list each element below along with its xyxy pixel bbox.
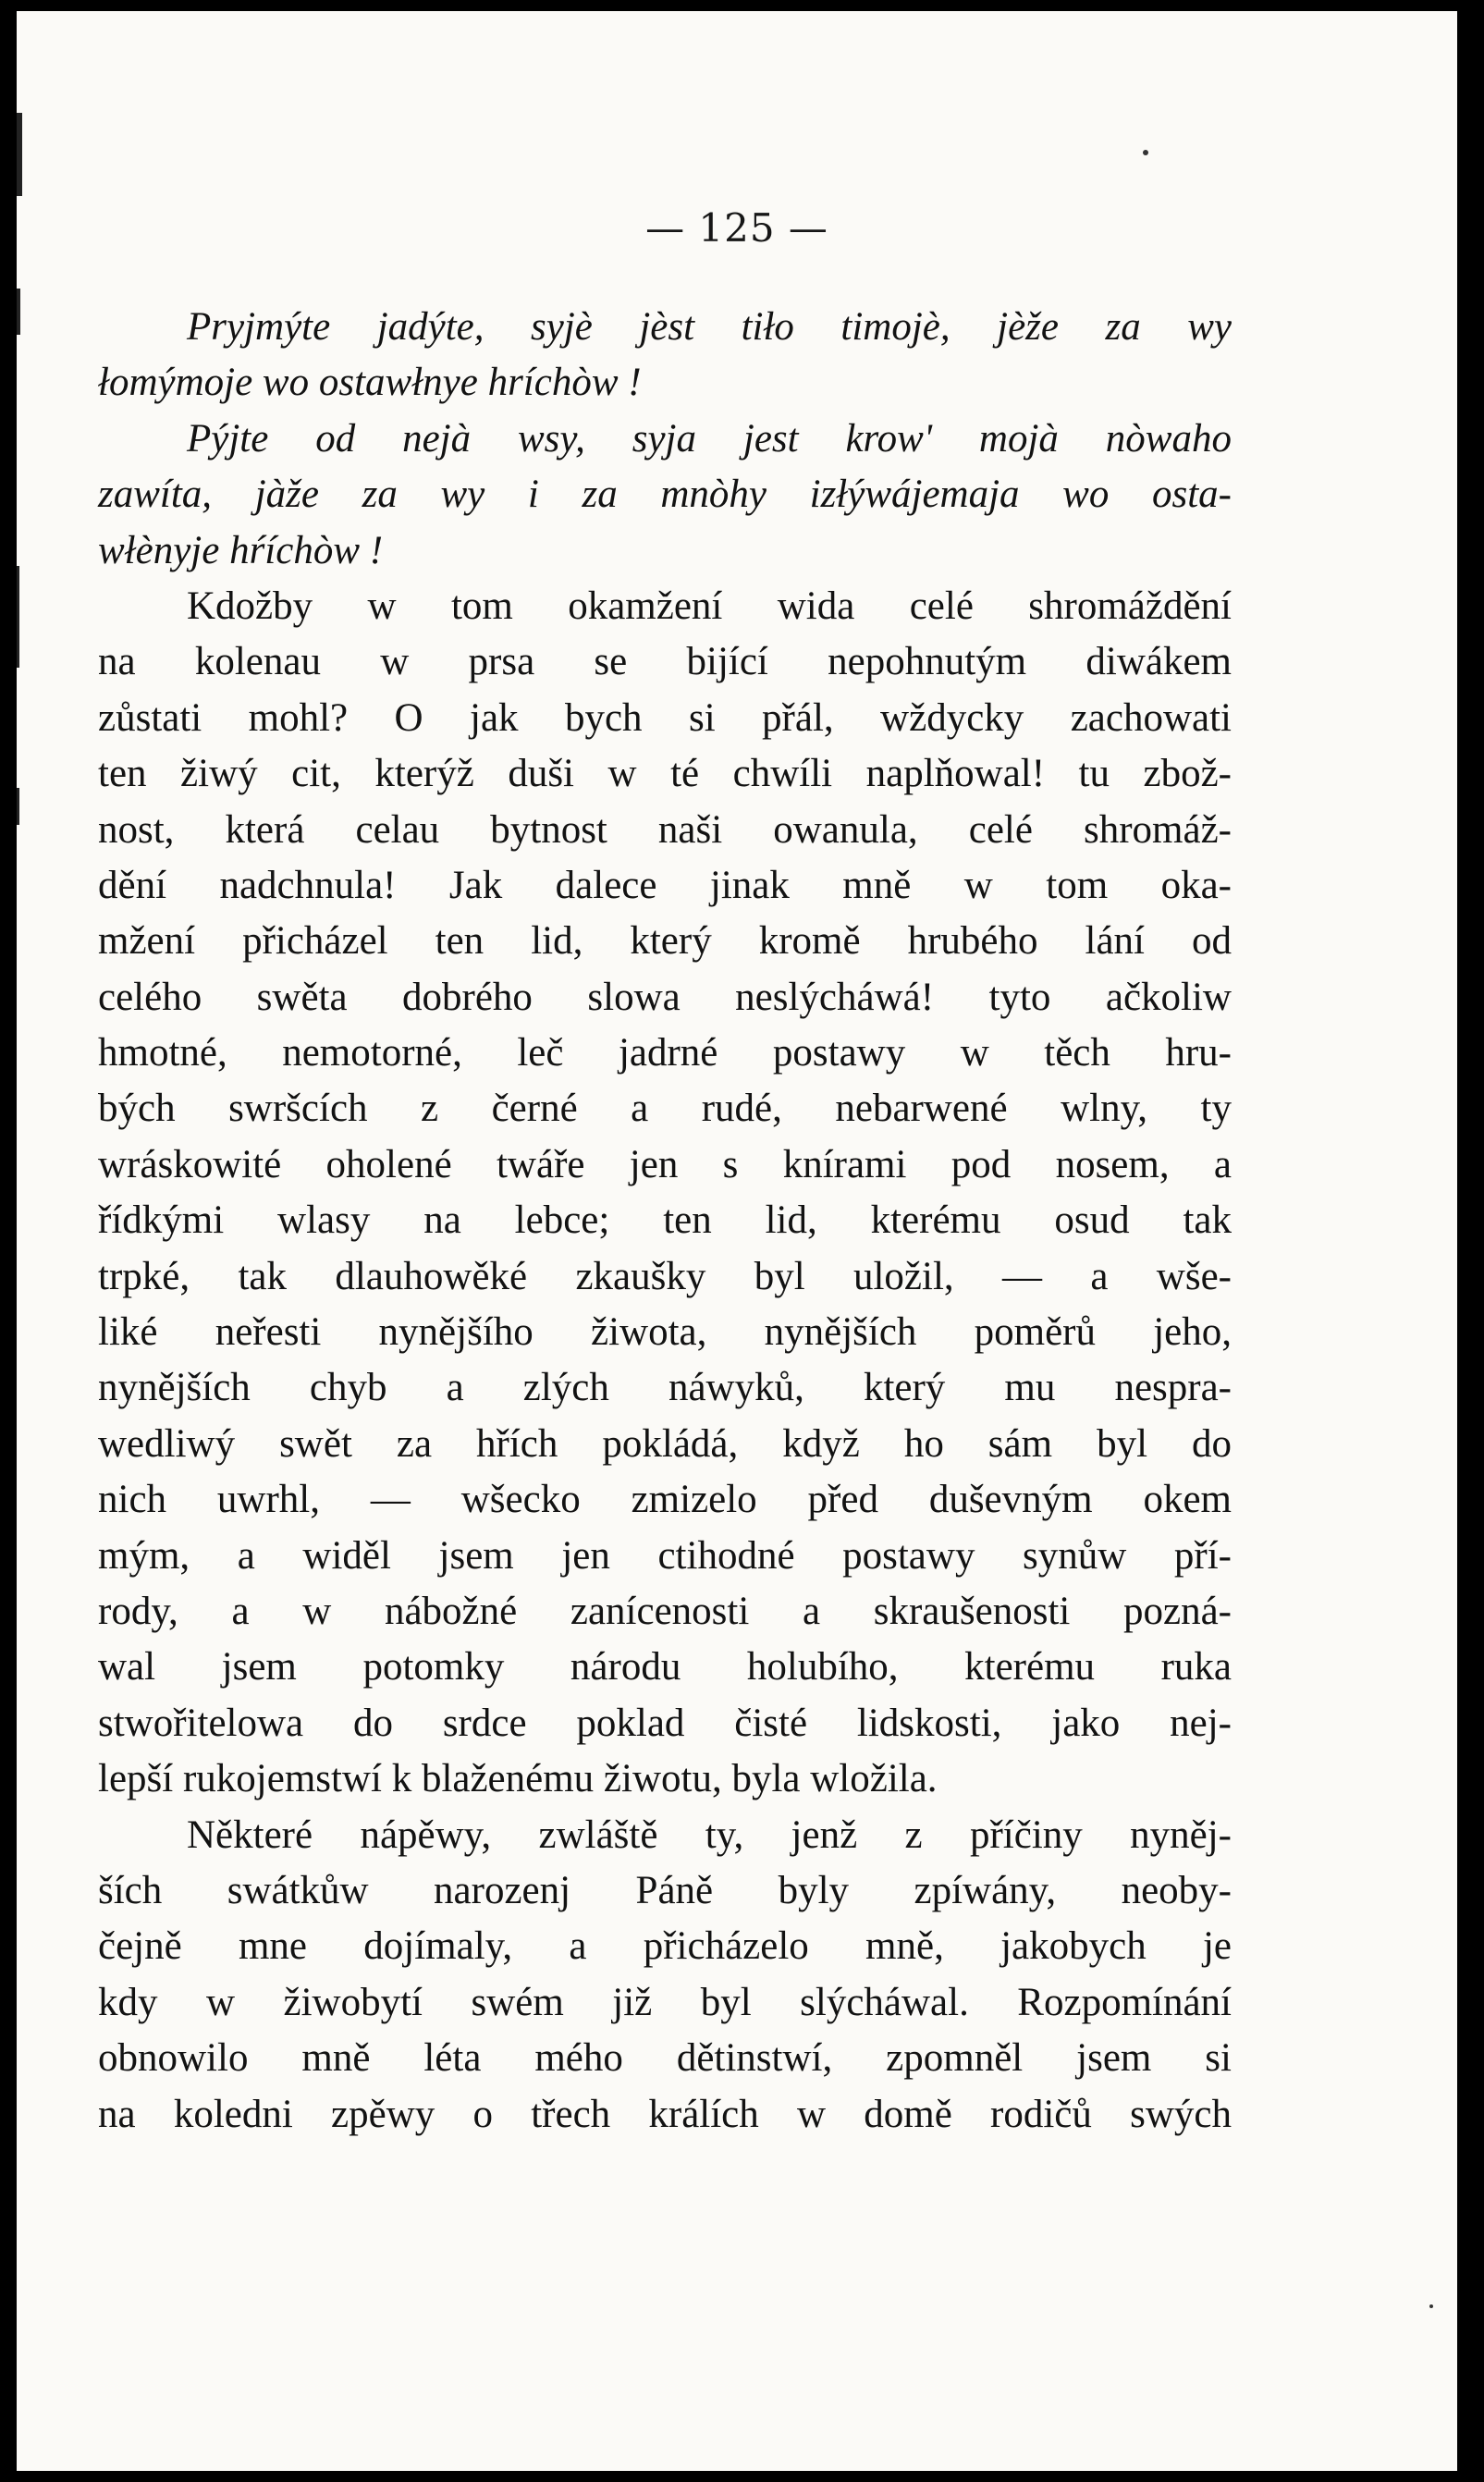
text-line: ten žiwý cit, kterýž duši w té chwíli naplňowal! tu zbož-: [98, 752, 1232, 796]
text-line: mým, a widěl jsem jen ctihodné postawy synůw pří-: [98, 1533, 1232, 1578]
binding-shadow: [17, 566, 19, 668]
verse-line: Pýjte od nejà wsy, syja jest krow' mojà nòwaho: [187, 416, 1232, 461]
text-line: trpké, tak dlauhowěké zkaušky byl uložil, — a wše-: [98, 1254, 1232, 1298]
text-line: celého swěta dobrého slowa neslýcháwá! tyto ačkoliw: [98, 975, 1232, 1019]
text-line: hmotné, nemotorné, leč jadrné postawy w těch hru-: [98, 1031, 1232, 1075]
text-line: čejně mne dojímaly, a přicházelo mně, jakobych je: [98, 1924, 1232, 1969]
text-line: ších swátkůw narozenj Páně byly zpíwány, neoby-: [98, 1868, 1232, 1912]
binding-shadow: [17, 113, 22, 196]
verse-line: włènyje hŕíchòw !: [98, 528, 384, 572]
text-line: na kolenau w prsa se bijící nepohnutým diwákem: [98, 640, 1232, 684]
text-line: Kdožby w tom okamžení wida celé shromáždění: [187, 584, 1232, 628]
text-line: zůstati mohl? O jak bych si přál, wždycky zachowati: [98, 695, 1232, 740]
ink-speck: [1429, 2304, 1433, 2308]
text-line: wedliwý swět za hřích pokládá, když ho sám byl do: [98, 1421, 1232, 1466]
text-line: nynějších chyb a zlých náwyků, který mu nespra-: [98, 1366, 1232, 1410]
text-line: mžení přicházel ten lid, který kromě hrubého lání od: [98, 919, 1232, 964]
text-line: řídkými wlasy na lebce; ten lid, kterému osud tak: [98, 1198, 1232, 1243]
text-line: stwořitelowa do srdce poklad čisté lidskosti, jako nej-: [98, 1701, 1232, 1745]
verse-line: Pryjmýte jadýte, syjè jèst tiło timojè, jèže za wy: [187, 305, 1232, 349]
page-number: — 125 —: [645, 205, 828, 251]
binding-shadow: [17, 788, 19, 825]
text-line: lepší rukojemstwí k blaženému žiwotu, byla wložila.: [98, 1757, 938, 1801]
text-line: wráskowité oholené twáře jen s knírami pod nosem, a: [98, 1142, 1232, 1186]
book-page: [17, 11, 1457, 2471]
text-line: rody, a w nábožné zanícenosti a skraušenosti pozná-: [98, 1589, 1232, 1633]
text-line: kdy w žiwobytí swém již byl slýcháwal. Rozpomínání: [98, 1980, 1232, 2024]
ink-speck: [1143, 150, 1148, 155]
text-line: liké neřesti nynějšího žiwota, nynějších poměrů jeho,: [98, 1310, 1232, 1355]
body-text: [98, 300, 1232, 2143]
text-line: obnowilo mně léta mého dětinstwí, zpomněl jsem si: [98, 2036, 1232, 2081]
text-line: nost, která celau bytnost naši owanula, celé shromáž-: [98, 807, 1232, 852]
verse-line: łomýmoje wo ostawłnye hríchòw !: [98, 361, 642, 405]
verse-line: zawíta, jàže za wy i za mnòhy izłýwájemaja wo osta-: [98, 473, 1232, 517]
text-line: na koledni zpěwy o třech králích w domě rodičů swých: [98, 2092, 1232, 2136]
binding-shadow: [17, 289, 20, 335]
text-line: nich uwrhl, — wšecko zmizelo před duševným okem: [98, 1478, 1232, 1522]
text-line: bých swršcích z černé a rudé, nebarwené wlny, ty: [98, 1087, 1232, 1131]
text-line: Některé nápěwy, zwláště ty, jenž z příčiny nyněj-: [187, 1812, 1232, 1857]
text-line: wal jsem potomky národu holubího, kterému ruka: [98, 1645, 1232, 1689]
text-line: dění nadchnula! Jak dalece jinak mně w tom oka-: [98, 863, 1232, 907]
